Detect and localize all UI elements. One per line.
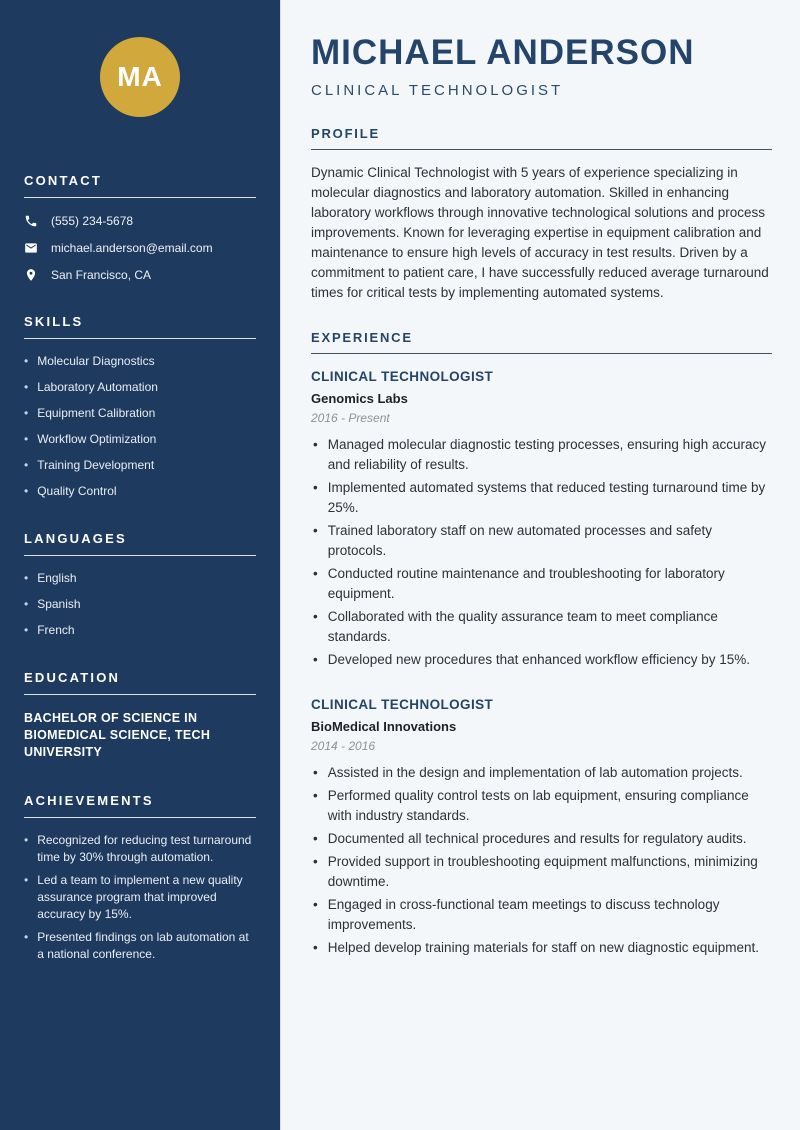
experience-section (311, 330, 772, 958)
job-bullet-item (311, 607, 772, 647)
skill-item (24, 379, 256, 395)
language-label: English (37, 571, 77, 585)
job-bullet-text: Helped develop training materials for staff on new diagnostic equipment. (327, 940, 759, 955)
skill-label: Equipment Calibration (37, 406, 156, 420)
bullet-dot: • (313, 897, 318, 912)
bullet-dot: • (313, 566, 318, 581)
job-company: BioMedical Innovations (311, 719, 457, 734)
sidebar (0, 0, 280, 1130)
achievements-list (24, 832, 256, 963)
contact-section (24, 173, 256, 282)
language-item (24, 622, 256, 638)
resume-header (311, 33, 772, 99)
skill-item (24, 431, 256, 447)
profile-section (311, 126, 772, 303)
contact-list (24, 214, 256, 282)
bullet-dot: • (24, 930, 29, 944)
languages-heading: LANGUAGES (24, 531, 256, 556)
job-bullet-item (311, 435, 772, 475)
skill-label: Molecular Diagnostics (37, 354, 155, 368)
job-bullet-text: Engaged in cross-functional team meetings to discuss technology improvements. (327, 897, 720, 932)
bullet-dot: • (24, 873, 29, 887)
contact-email-row (24, 241, 256, 255)
location-icon (24, 268, 38, 282)
avatar-wrap (24, 37, 256, 117)
job-bullet-item (311, 852, 772, 892)
avatar (100, 37, 180, 117)
job-title: CLINICAL TECHNOLOGIST (311, 369, 494, 384)
job-bullet-item (311, 763, 772, 783)
email-value: michael.anderson@email.com (51, 241, 213, 255)
contact-phone-row (24, 214, 256, 228)
job-bullet-item (311, 829, 772, 849)
bullet-dot: • (24, 380, 29, 394)
bullet-dot: • (24, 597, 29, 611)
skills-heading: SKILLS (24, 314, 256, 339)
bullet-dot: • (313, 788, 318, 803)
skills-section (24, 314, 256, 499)
job-bullets (311, 435, 772, 670)
avatar-initials: MA (117, 61, 163, 92)
achievements-heading: ACHIEVEMENTS (24, 793, 256, 818)
job-bullet-text: Implemented automated systems that reduced testing turnaround time by 25%. (327, 480, 766, 515)
achievements-section (24, 793, 256, 963)
main-content (280, 0, 800, 1130)
bullet-dot: • (24, 833, 29, 847)
education-heading: EDUCATION (24, 670, 256, 695)
job-bullet-item (311, 564, 772, 604)
profile-heading: PROFILE (311, 126, 772, 150)
bullet-dot: • (24, 458, 29, 472)
skill-item (24, 405, 256, 421)
achievement-item (24, 929, 256, 963)
job-bullet-item (311, 938, 772, 958)
job-bullet-text: Provided support in troubleshooting equipment malfunctions, minimizing downtime. (327, 854, 758, 889)
job-bullet-item (311, 650, 772, 670)
location-value: San Francisco, CA (51, 268, 152, 282)
contact-heading: CONTACT (24, 173, 256, 198)
bullet-dot: • (24, 406, 29, 420)
bullet-dot: • (24, 623, 29, 637)
job-company: Genomics Labs (311, 391, 408, 406)
job-bullet-item (311, 895, 772, 935)
education-section (24, 670, 256, 761)
bullet-dot: • (24, 484, 29, 498)
mail-icon (24, 241, 38, 255)
achievement-text: Presented findings on lab automation at a national conference. (37, 930, 249, 961)
job-bullet-item (311, 478, 772, 518)
job-bullet-text: Performed quality control tests on lab equipment, ensuring compliance with industry standards. (327, 788, 749, 823)
job-dates: 2014 - 2016 (311, 739, 376, 753)
achievement-text: Led a team to implement a new quality assurance program that improved accuracy by 15%. (37, 873, 243, 921)
bullet-dot: • (24, 354, 29, 368)
profile-text: Dynamic Clinical Technologist with 5 years of experience specializing in molecular diagnostics and laboratory automation. Skilled in enhancing laboratory workflows through innovative technological solutions and process improvements. Known for leveraging expertise in equipment calibration and maintenance to ensure high levels of accuracy in test results. Driven by a commitment to patient care, I have successfully reduced average turnaround times for critical tests by implementing automated systems. (311, 165, 769, 300)
job-entry-2 (311, 697, 772, 958)
job-entry-1 (311, 369, 772, 670)
language-item (24, 570, 256, 586)
skills-list (24, 353, 256, 499)
job-bullet-text: Managed molecular diagnostic testing processes, ensuring high accuracy and reliability of results. (327, 437, 766, 472)
language-label: French (37, 623, 75, 637)
job-bullet-text: Collaborated with the quality assurance team to meet compliance standards. (327, 609, 718, 644)
job-dates: 2016 - Present (311, 411, 390, 425)
bullet-dot: • (313, 609, 318, 624)
phone-icon (24, 214, 38, 228)
skill-label: Training Development (37, 458, 155, 472)
job-bullet-text: Documented all technical procedures and results for regulatory audits. (327, 831, 747, 846)
phone-value: (555) 234-5678 (51, 214, 134, 228)
bullet-dot: • (313, 765, 318, 780)
job-title: CLINICAL TECHNOLOGIST (311, 697, 494, 712)
job-bullet-text: Trained laboratory staff on new automated processes and safety protocols. (327, 523, 712, 558)
job-bullet-text: Assisted in the design and implementation of lab automation projects. (327, 765, 743, 780)
skill-item (24, 457, 256, 473)
bullet-dot: • (313, 652, 318, 667)
bullet-dot: • (313, 523, 318, 538)
skill-label: Workflow Optimization (37, 432, 157, 446)
experience-heading: EXPERIENCE (311, 330, 772, 354)
achievement-text: Recognized for reducing test turnaround time by 30% through automation. (37, 833, 252, 864)
skill-label: Quality Control (37, 484, 117, 498)
job-bullet-text: Conducted routine maintenance and troubleshooting for laboratory equipment. (327, 566, 725, 601)
job-bullets (311, 763, 772, 958)
skill-item (24, 353, 256, 369)
job-bullet-item (311, 521, 772, 561)
bullet-dot: • (313, 854, 318, 869)
bullet-dot: • (313, 480, 318, 495)
languages-list (24, 570, 256, 638)
language-label: Spanish (37, 597, 81, 611)
person-title: CLINICAL TECHNOLOGIST (311, 82, 564, 99)
person-name: MICHAEL ANDERSON (311, 33, 695, 72)
bullet-dot: • (313, 940, 318, 955)
job-bullet-item (311, 786, 772, 826)
language-item (24, 596, 256, 612)
education-degree: BACHELOR OF SCIENCE IN BIOMEDICAL SCIENCE, TECH UNIVERSITY (24, 711, 211, 759)
skill-label: Laboratory Automation (37, 380, 158, 394)
achievement-item (24, 872, 256, 923)
bullet-dot: • (313, 437, 318, 452)
bullet-dot: • (24, 432, 29, 446)
bullet-dot: • (313, 831, 318, 846)
skill-item (24, 483, 256, 499)
job-bullet-text: Developed new procedures that enhanced workflow efficiency by 15%. (327, 652, 750, 667)
languages-section (24, 531, 256, 638)
contact-location-row (24, 268, 256, 282)
achievement-item (24, 832, 256, 866)
bullet-dot: • (24, 571, 29, 585)
